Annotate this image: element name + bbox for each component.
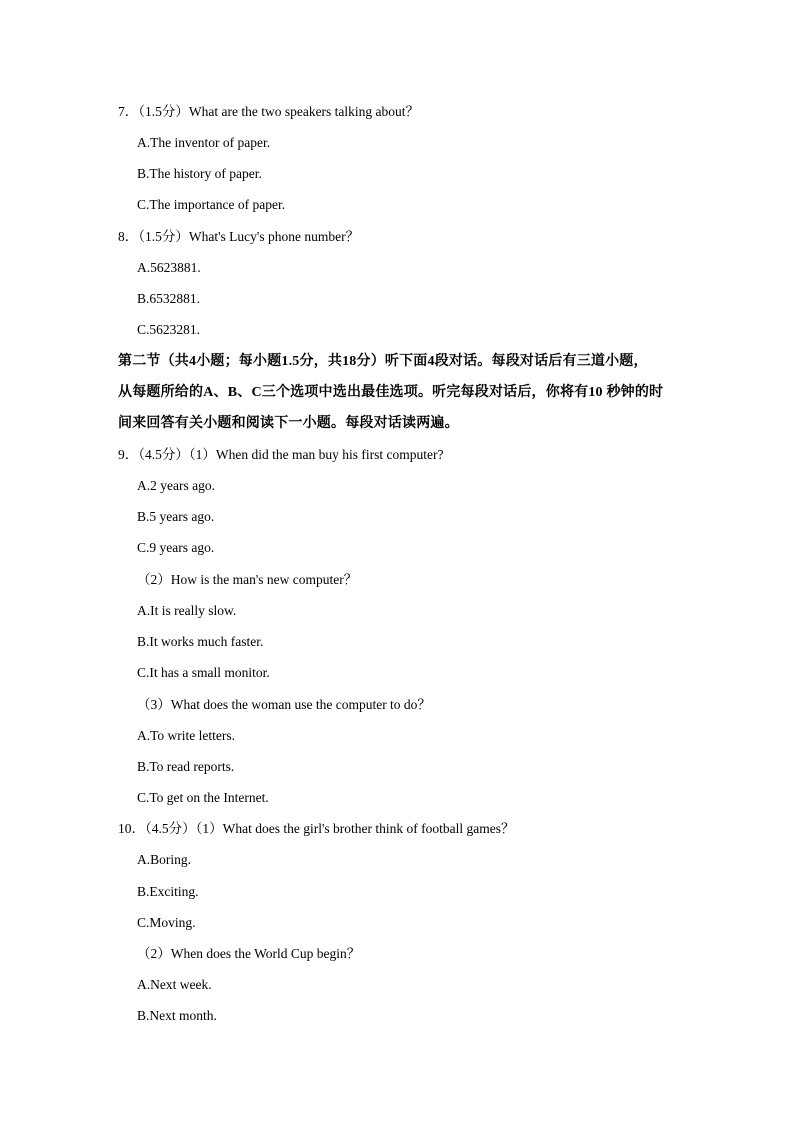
question-9-3-option-c: C.To get on the Internet.: [137, 790, 269, 805]
question-7-option-b: B.The history of paper.: [137, 166, 262, 181]
question-9-1-option-a: A.2 years ago.: [137, 478, 215, 493]
section-2-instructions-line-1: 第二节（共4小题；每小题1.5分，共18分）听下面4段对话。每段对话后有三道小题，: [118, 354, 648, 369]
question-8-stem: 8．（1.5分）What's Lucy's phone number？: [118, 229, 360, 244]
question-9-3-option-b: B.To read reports.: [137, 759, 235, 774]
question-8-option-b: B.6532881.: [137, 291, 201, 306]
section-2-instructions-line-3: 间来回答有关小题和阅读下一小题。每段对话读两遍。: [118, 416, 459, 431]
question-9-2-option-b: B.It works much faster.: [137, 634, 264, 649]
question-8-option-c: C.5623281.: [137, 322, 201, 337]
question-9-2-stem: （2）How is the man's new computer？: [137, 572, 358, 587]
question-7-stem: 7．（1.5分）What are the two speakers talking about？: [118, 104, 420, 119]
question-10-2-option-a: A.Next week.: [137, 977, 212, 992]
question-9-1-option-b: B.5 years ago.: [137, 509, 215, 524]
section-2-instructions-line-2: 从每题所给的A、B、C三个选项中选出最佳选项。听完每段对话后，你将有10 秒钟的时: [118, 385, 664, 400]
question-10-stem: 10．（4.5分）（1）What does the girl's brother think of football games？: [118, 821, 515, 836]
question-9-2-option-a: A.It is really slow.: [137, 603, 237, 618]
question-8-option-a: A.5623881.: [137, 260, 201, 275]
question-9-1-option-c: C.9 years ago.: [137, 540, 215, 555]
question-9-3-option-a: A.To write letters.: [137, 728, 236, 743]
question-10-1-option-b: B.Exciting.: [137, 884, 199, 899]
question-7-option-c: C.The importance of paper.: [137, 197, 286, 212]
question-10-1-option-a: A.Boring.: [137, 852, 191, 867]
question-10-2-stem: （2）When does the World Cup begin？: [137, 946, 361, 961]
question-9-2-option-c: C.It has a small monitor.: [137, 665, 270, 680]
question-10-2-option-b: B.Next month.: [137, 1008, 217, 1023]
question-7-option-a: A.The inventor of paper.: [137, 135, 271, 150]
question-10-1-option-c: C.Moving.: [137, 915, 196, 930]
question-9-stem: 9．（4.5分）（1）When did the man buy his first computer?: [118, 447, 444, 462]
question-9-3-stem: （3）What does the woman use the computer to do？: [137, 697, 431, 712]
